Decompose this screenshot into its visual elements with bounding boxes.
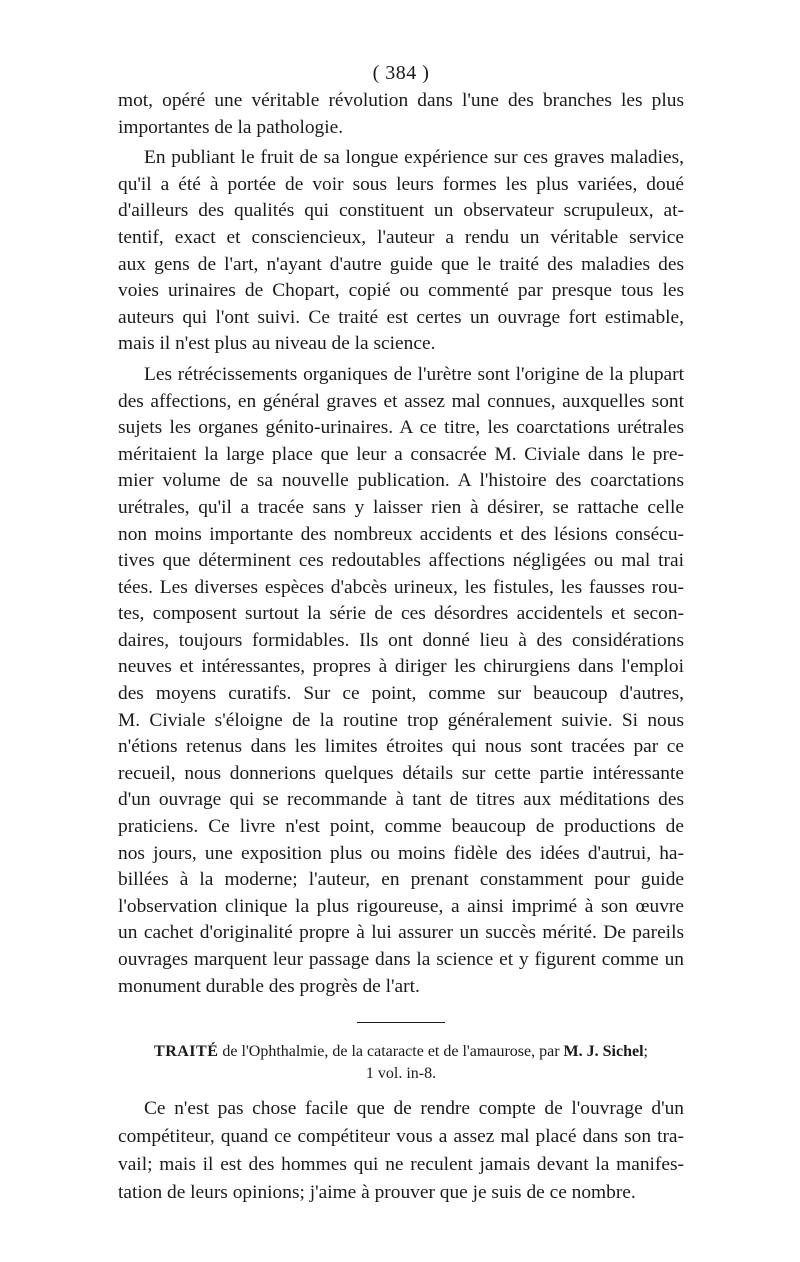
text-line: un cachet d'originalité propre à lui assurer un succès mérité. De pareils <box>118 922 684 944</box>
text-line: l'observation clinique la plus rigoureuse, a ainsi imprimé à son œuvre <box>118 895 684 917</box>
paragraph-p1 <box>118 88 684 141</box>
text-line: tation de leurs opinions; j'aime à prouver que je suis de ce nombre. <box>118 1182 636 1204</box>
text-line: Ce n'est pas chose facile que de rendre compte de l'ouvrage d'un <box>144 1098 684 1120</box>
review-author: M. J. Sichel <box>563 1043 644 1061</box>
text-line: n'étions retenus dans les limites étroites qui nous sont tracées par ce <box>118 736 684 758</box>
paragraph-p2 <box>118 145 684 358</box>
review-heading-end: ; <box>643 1043 648 1061</box>
text-line: ouvrages marquent leur passage dans la science et y figurent comme un <box>118 949 684 970</box>
text-line: méritaient la large place que leur a consacrée M. Civiale dans le pre- <box>118 443 684 465</box>
text-line: En publiant le fruit de sa longue expérience sur ces graves maladies, <box>144 147 684 169</box>
paragraph-p3 <box>118 362 684 1000</box>
review-heading-caps: TRAITÉ <box>154 1043 219 1061</box>
text-line: daires, toujours formidables. Ils ont donné lieu à des considérations <box>118 629 684 651</box>
text-line: Les rétrécissements organiques de l'urètre sont l'origine de la plupart <box>144 363 684 385</box>
text-line: d'ailleurs des qualités qui constituent un observateur scrupuleux, at- <box>118 200 684 222</box>
text-line: non moins importante des nombreux accidents et des lésions consécu- <box>118 523 684 545</box>
text-line: M. Civiale s'éloigne de la routine trop généralement suivie. Si nous <box>118 709 684 731</box>
review-heading <box>118 1041 684 1085</box>
text-line: tes, composent surtout la série de ces désordres accidentels et secon- <box>118 603 684 625</box>
text-line: qu'il a été à portée de voir sous leurs formes les plus variées, doué <box>118 173 684 195</box>
section-divider <box>357 1022 445 1023</box>
text-line: tentif, exact et consciencieux, l'auteur a rendu un véritable service <box>118 226 684 248</box>
review-paragraph <box>118 1095 684 1207</box>
text-line: des moyens curatifs. Sur ce point, comme sur beaucoup d'autres, <box>118 683 684 705</box>
page-number: ( 384 ) <box>372 62 430 84</box>
article-body <box>118 88 684 1000</box>
text-line: praticiens. Ce livre n'est point, comme beaucoup de productions de <box>118 816 684 838</box>
text-line: auteurs qui l'ont suivi. Ce traité est certes un ouvrage fort estimable, <box>118 306 684 328</box>
text-line: mot, opéré une véritable révolution dans l'une des branches les plus <box>118 90 684 111</box>
text-line: aux gens de l'art, n'ayant d'autre guide que le traité des maladies des <box>118 253 684 275</box>
text-line: mier volume de sa nouvelle publication. A l'histoire des coarctations <box>118 470 684 492</box>
text-line: voies urinaires de Chopart, copié ou commenté par presque tous les <box>118 280 684 302</box>
review-heading-text: de l'Ophthalmie, de la cataracte et de l'amaurose, par <box>218 1043 564 1061</box>
text-line: d'un ouvrage qui se recommande à tant de titres aux méditations des <box>118 789 684 811</box>
page <box>118 60 684 1207</box>
text-line: nos jours, une exposition plus ou moins fidèle des idées d'autrui, ha- <box>118 842 684 864</box>
text-line: recueil, nous donnerions quelques détails sur cette partie intéressante <box>118 762 684 784</box>
text-line: urétrales, qu'il a tracée sans y laisser rien à désirer, se rattache celle <box>118 496 684 518</box>
text-line: monument durable des progrès de l'art. <box>118 975 420 997</box>
text-line: mais il n'est plus au niveau de la science. <box>118 333 436 355</box>
text-line: importantes de la pathologie. <box>118 116 344 138</box>
text-line: compétiteur, quand ce compétiteur vous a assez mal placé dans son tra- <box>118 1126 684 1148</box>
text-line: des affections, en général graves et assez mal connues, auxquelles sont <box>118 390 684 412</box>
text-line: neuves et intéressantes, propres à diriger les chirurgiens dans l'emploi <box>118 656 684 678</box>
text-line: tives que déterminent ces redoutables affections négligées ou mal trai <box>118 550 684 572</box>
review-heading-line <box>118 1041 684 1063</box>
text-line: vail; mais il est des hommes qui ne reculent jamais devant la manifes- <box>118 1154 684 1176</box>
text-line: sujets les organes génito-urinaires. A ce titre, les coarctations urétrales <box>118 417 684 439</box>
text-line: billées à la moderne; l'auteur, en prenant constamment pour guide <box>118 869 684 891</box>
text-line: tées. Les diverses espèces d'abcès urineux, les fistules, les fausses rou- <box>118 576 684 598</box>
review-subtitle: 1 vol. in-8. <box>365 1065 437 1083</box>
